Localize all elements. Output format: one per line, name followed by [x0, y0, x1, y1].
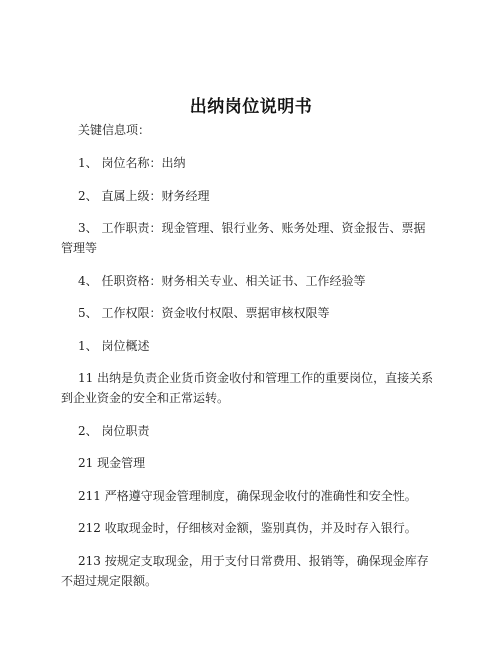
info-item-qualifications: 4、 任职资格：财务相关专业、相关证书、工作经验等 [78, 274, 366, 288]
clause-211: 211 严格遵守现金管理制度，确保现金收付的准确性和安全性。 [78, 489, 417, 503]
info-item-position-name: 1、 岗位名称：出纳 [78, 156, 186, 170]
info-item-supervisor: 2、 直属上级：财务经理 [78, 189, 210, 203]
clause-213-cont: 不超过规定限额。 [61, 574, 158, 588]
subsection-heading-cash: 21 现金管理 [78, 456, 146, 470]
info-item-responsibilities: 3、 工作职责：现金管理、银行业务、账务处理、资金报告、票据 [78, 221, 426, 235]
key-info-heading: 关键信息项： [78, 123, 151, 137]
info-item-responsibilities-cont: 管理等 [61, 241, 98, 255]
clause-213: 213 按规定支取现金，用于支付日常费用、报销等，确保现金库存 [78, 554, 429, 568]
document-title: 出纳岗位说明书 [189, 97, 313, 117]
clause-212: 212 收取现金时，仔细核对金额，鉴别真伪，并及时存入银行。 [78, 521, 417, 535]
section-heading-duties: 2、 岗位职责 [78, 424, 150, 438]
paragraph-overview-cont: 到企业资金的安全和正常运转。 [61, 391, 230, 405]
info-item-authority: 5、 工作权限：资金收付权限、票据审核权限等 [78, 306, 330, 320]
section-heading-overview: 1、 岗位概述 [78, 339, 150, 353]
paragraph-overview: 11 出纳是负责企业货币资金收付和管理工作的重要岗位，直接关系 [78, 371, 434, 385]
